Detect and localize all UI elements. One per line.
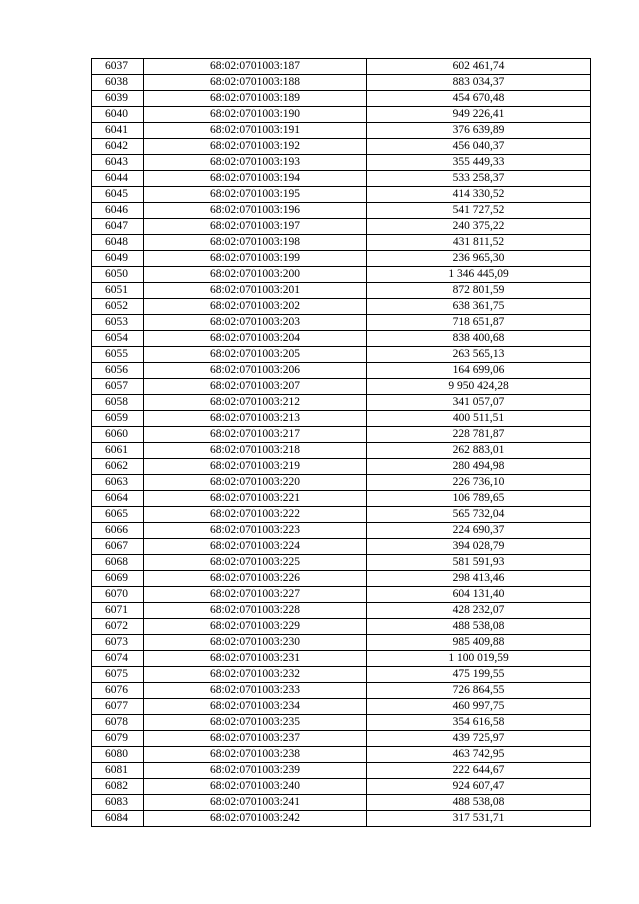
row-number-cell: 6064 (92, 491, 144, 507)
cadastral-number-cell: 68:02:0701003:197 (144, 219, 367, 235)
table-row (92, 779, 591, 795)
cadastral-value-cell: 463 742,95 (367, 747, 591, 763)
cadastral-value-cell: 985 409,88 (367, 635, 591, 651)
cadastral-value-cell: 355 449,33 (367, 155, 591, 171)
cadastral-value-cell: 460 997,75 (367, 699, 591, 715)
row-number-cell: 6040 (92, 107, 144, 123)
cadastral-value-cell: 354 616,58 (367, 715, 591, 731)
cadastral-value-cell: 164 699,06 (367, 363, 591, 379)
cadastral-number-cell: 68:02:0701003:206 (144, 363, 367, 379)
row-number-cell: 6063 (92, 475, 144, 491)
cadastral-value-cell: 439 725,97 (367, 731, 591, 747)
row-number-cell: 6079 (92, 731, 144, 747)
row-number-cell: 6059 (92, 411, 144, 427)
cadastral-value-cell: 488 538,08 (367, 619, 591, 635)
cadastral-number-cell: 68:02:0701003:229 (144, 619, 367, 635)
row-number-cell: 6062 (92, 459, 144, 475)
row-number-cell: 6076 (92, 683, 144, 699)
table-row (92, 123, 591, 139)
table-body (92, 59, 591, 827)
table-row (92, 555, 591, 571)
cadastral-value-cell: 414 330,52 (367, 187, 591, 203)
cadastral-number-cell: 68:02:0701003:223 (144, 523, 367, 539)
cadastral-number-cell: 68:02:0701003:218 (144, 443, 367, 459)
row-number-cell: 6061 (92, 443, 144, 459)
cadastral-number-cell: 68:02:0701003:200 (144, 267, 367, 283)
cadastral-number-cell: 68:02:0701003:242 (144, 811, 367, 827)
cadastral-value-cell: 604 131,40 (367, 587, 591, 603)
table-row (92, 75, 591, 91)
table-row (92, 571, 591, 587)
cadastral-value-cell: 488 538,08 (367, 795, 591, 811)
cadastral-value-cell: 400 511,51 (367, 411, 591, 427)
table-row (92, 363, 591, 379)
table-row (92, 811, 591, 827)
table-row (92, 731, 591, 747)
table-row (92, 267, 591, 283)
cadastral-number-cell: 68:02:0701003:221 (144, 491, 367, 507)
cadastral-number-cell: 68:02:0701003:196 (144, 203, 367, 219)
cadastral-number-cell: 68:02:0701003:220 (144, 475, 367, 491)
cadastral-value-cell: 280 494,98 (367, 459, 591, 475)
cadastral-number-cell: 68:02:0701003:222 (144, 507, 367, 523)
row-number-cell: 6037 (92, 59, 144, 75)
row-number-cell: 6080 (92, 747, 144, 763)
cadastral-value-cell: 228 781,87 (367, 427, 591, 443)
cadastral-value-cell: 565 732,04 (367, 507, 591, 523)
row-number-cell: 6072 (92, 619, 144, 635)
row-number-cell: 6050 (92, 267, 144, 283)
cadastral-value-cell: 236 965,30 (367, 251, 591, 267)
cadastral-value-cell: 718 651,87 (367, 315, 591, 331)
cadastral-value-cell: 949 226,41 (367, 107, 591, 123)
table-row (92, 747, 591, 763)
row-number-cell: 6060 (92, 427, 144, 443)
table-row (92, 651, 591, 667)
table-row (92, 395, 591, 411)
table-row (92, 235, 591, 251)
row-number-cell: 6045 (92, 187, 144, 203)
cadastral-number-cell: 68:02:0701003:190 (144, 107, 367, 123)
cadastral-number-cell: 68:02:0701003:193 (144, 155, 367, 171)
cadastral-value-cell: 431 811,52 (367, 235, 591, 251)
cadastral-number-cell: 68:02:0701003:228 (144, 603, 367, 619)
row-number-cell: 6070 (92, 587, 144, 603)
table-row (92, 619, 591, 635)
row-number-cell: 6041 (92, 123, 144, 139)
row-number-cell: 6082 (92, 779, 144, 795)
table-row (92, 283, 591, 299)
cadastral-number-cell: 68:02:0701003:207 (144, 379, 367, 395)
cadastral-number-cell: 68:02:0701003:239 (144, 763, 367, 779)
table-row (92, 251, 591, 267)
cadastral-number-cell: 68:02:0701003:192 (144, 139, 367, 155)
cadastral-number-cell: 68:02:0701003:201 (144, 283, 367, 299)
cadastral-number-cell: 68:02:0701003:219 (144, 459, 367, 475)
cadastral-number-cell: 68:02:0701003:191 (144, 123, 367, 139)
cadastral-value-cell: 317 531,71 (367, 811, 591, 827)
cadastral-number-cell: 68:02:0701003:235 (144, 715, 367, 731)
row-number-cell: 6046 (92, 203, 144, 219)
cadastral-value-cell: 341 057,07 (367, 395, 591, 411)
table-row (92, 459, 591, 475)
row-number-cell: 6069 (92, 571, 144, 587)
table-row (92, 795, 591, 811)
cadastral-number-cell: 68:02:0701003:204 (144, 331, 367, 347)
cadastral-number-cell: 68:02:0701003:226 (144, 571, 367, 587)
row-number-cell: 6081 (92, 763, 144, 779)
cadastral-value-cell: 883 034,37 (367, 75, 591, 91)
row-number-cell: 6042 (92, 139, 144, 155)
cadastral-number-cell: 68:02:0701003:225 (144, 555, 367, 571)
cadastral-number-cell: 68:02:0701003:194 (144, 171, 367, 187)
cadastral-number-cell: 68:02:0701003:232 (144, 667, 367, 683)
table-row (92, 107, 591, 123)
cadastral-value-cell: 726 864,55 (367, 683, 591, 699)
cadastral-number-cell: 68:02:0701003:195 (144, 187, 367, 203)
cadastral-value-cell: 394 028,79 (367, 539, 591, 555)
cadastral-number-cell: 68:02:0701003:212 (144, 395, 367, 411)
cadastral-number-cell: 68:02:0701003:189 (144, 91, 367, 107)
table-row (92, 139, 591, 155)
cadastral-value-cell: 9 950 424,28 (367, 379, 591, 395)
table-row (92, 587, 591, 603)
table-row (92, 523, 591, 539)
cadastral-number-cell: 68:02:0701003:198 (144, 235, 367, 251)
table-row (92, 171, 591, 187)
row-number-cell: 6077 (92, 699, 144, 715)
cadastral-number-cell: 68:02:0701003:237 (144, 731, 367, 747)
cadastral-value-cell: 475 199,55 (367, 667, 591, 683)
table-row (92, 411, 591, 427)
table-row (92, 507, 591, 523)
cadastral-value-cell: 872 801,59 (367, 283, 591, 299)
cadastral-value-cell: 1 346 445,09 (367, 267, 591, 283)
table-row (92, 155, 591, 171)
cadastral-number-cell: 68:02:0701003:233 (144, 683, 367, 699)
row-number-cell: 6078 (92, 715, 144, 731)
row-number-cell: 6058 (92, 395, 144, 411)
row-number-cell: 6048 (92, 235, 144, 251)
table-row (92, 491, 591, 507)
cadastral-value-cell: 838 400,68 (367, 331, 591, 347)
cadastral-value-cell: 924 607,47 (367, 779, 591, 795)
cadastral-number-cell: 68:02:0701003:238 (144, 747, 367, 763)
row-number-cell: 6038 (92, 75, 144, 91)
table-row (92, 763, 591, 779)
cadastral-value-cell: 456 040,37 (367, 139, 591, 155)
row-number-cell: 6084 (92, 811, 144, 827)
cadastral-value-table (91, 58, 591, 827)
table-row (92, 427, 591, 443)
row-number-cell: 6068 (92, 555, 144, 571)
cadastral-value-cell: 602 461,74 (367, 59, 591, 75)
cadastral-number-cell: 68:02:0701003:199 (144, 251, 367, 267)
cadastral-value-cell: 1 100 019,59 (367, 651, 591, 667)
cadastral-value-cell: 263 565,13 (367, 347, 591, 363)
table-row (92, 635, 591, 651)
table-row (92, 715, 591, 731)
table-row (92, 683, 591, 699)
table-row (92, 91, 591, 107)
row-number-cell: 6039 (92, 91, 144, 107)
table-row (92, 219, 591, 235)
cadastral-number-cell: 68:02:0701003:187 (144, 59, 367, 75)
row-number-cell: 6066 (92, 523, 144, 539)
cadastral-value-cell: 581 591,93 (367, 555, 591, 571)
cadastral-number-cell: 68:02:0701003:202 (144, 299, 367, 315)
table-row (92, 603, 591, 619)
table-row (92, 699, 591, 715)
cadastral-value-cell: 224 690,37 (367, 523, 591, 539)
cadastral-value-cell: 541 727,52 (367, 203, 591, 219)
cadastral-number-cell: 68:02:0701003:188 (144, 75, 367, 91)
table-row (92, 379, 591, 395)
table-row (92, 299, 591, 315)
table-row (92, 443, 591, 459)
cadastral-value-cell: 262 883,01 (367, 443, 591, 459)
table-row (92, 667, 591, 683)
table-row (92, 347, 591, 363)
cadastral-value-cell: 638 361,75 (367, 299, 591, 315)
cadastral-value-cell: 106 789,65 (367, 491, 591, 507)
row-number-cell: 6055 (92, 347, 144, 363)
cadastral-value-cell: 454 670,48 (367, 91, 591, 107)
row-number-cell: 6067 (92, 539, 144, 555)
row-number-cell: 6056 (92, 363, 144, 379)
cadastral-number-cell: 68:02:0701003:234 (144, 699, 367, 715)
row-number-cell: 6051 (92, 283, 144, 299)
cadastral-number-cell: 68:02:0701003:203 (144, 315, 367, 331)
row-number-cell: 6053 (92, 315, 144, 331)
table-row (92, 475, 591, 491)
cadastral-number-cell: 68:02:0701003:240 (144, 779, 367, 795)
cadastral-number-cell: 68:02:0701003:231 (144, 651, 367, 667)
row-number-cell: 6071 (92, 603, 144, 619)
row-number-cell: 6083 (92, 795, 144, 811)
row-number-cell: 6043 (92, 155, 144, 171)
cadastral-number-cell: 68:02:0701003:241 (144, 795, 367, 811)
table-row (92, 539, 591, 555)
cadastral-value-cell: 222 644,67 (367, 763, 591, 779)
cadastral-number-cell: 68:02:0701003:227 (144, 587, 367, 603)
cadastral-value-cell: 298 413,46 (367, 571, 591, 587)
table-row (92, 331, 591, 347)
row-number-cell: 6075 (92, 667, 144, 683)
table-row (92, 203, 591, 219)
row-number-cell: 6054 (92, 331, 144, 347)
row-number-cell: 6065 (92, 507, 144, 523)
cadastral-value-cell: 226 736,10 (367, 475, 591, 491)
row-number-cell: 6073 (92, 635, 144, 651)
cadastral-number-cell: 68:02:0701003:213 (144, 411, 367, 427)
table-row (92, 187, 591, 203)
row-number-cell: 6044 (92, 171, 144, 187)
cadastral-number-cell: 68:02:0701003:224 (144, 539, 367, 555)
cadastral-number-cell: 68:02:0701003:217 (144, 427, 367, 443)
cadastral-value-cell: 428 232,07 (367, 603, 591, 619)
row-number-cell: 6057 (92, 379, 144, 395)
row-number-cell: 6049 (92, 251, 144, 267)
cadastral-number-cell: 68:02:0701003:205 (144, 347, 367, 363)
cadastral-number-cell: 68:02:0701003:230 (144, 635, 367, 651)
row-number-cell: 6052 (92, 299, 144, 315)
cadastral-value-cell: 533 258,37 (367, 171, 591, 187)
table-row (92, 59, 591, 75)
table-row (92, 315, 591, 331)
row-number-cell: 6047 (92, 219, 144, 235)
row-number-cell: 6074 (92, 651, 144, 667)
cadastral-value-cell: 240 375,22 (367, 219, 591, 235)
cadastral-value-cell: 376 639,89 (367, 123, 591, 139)
